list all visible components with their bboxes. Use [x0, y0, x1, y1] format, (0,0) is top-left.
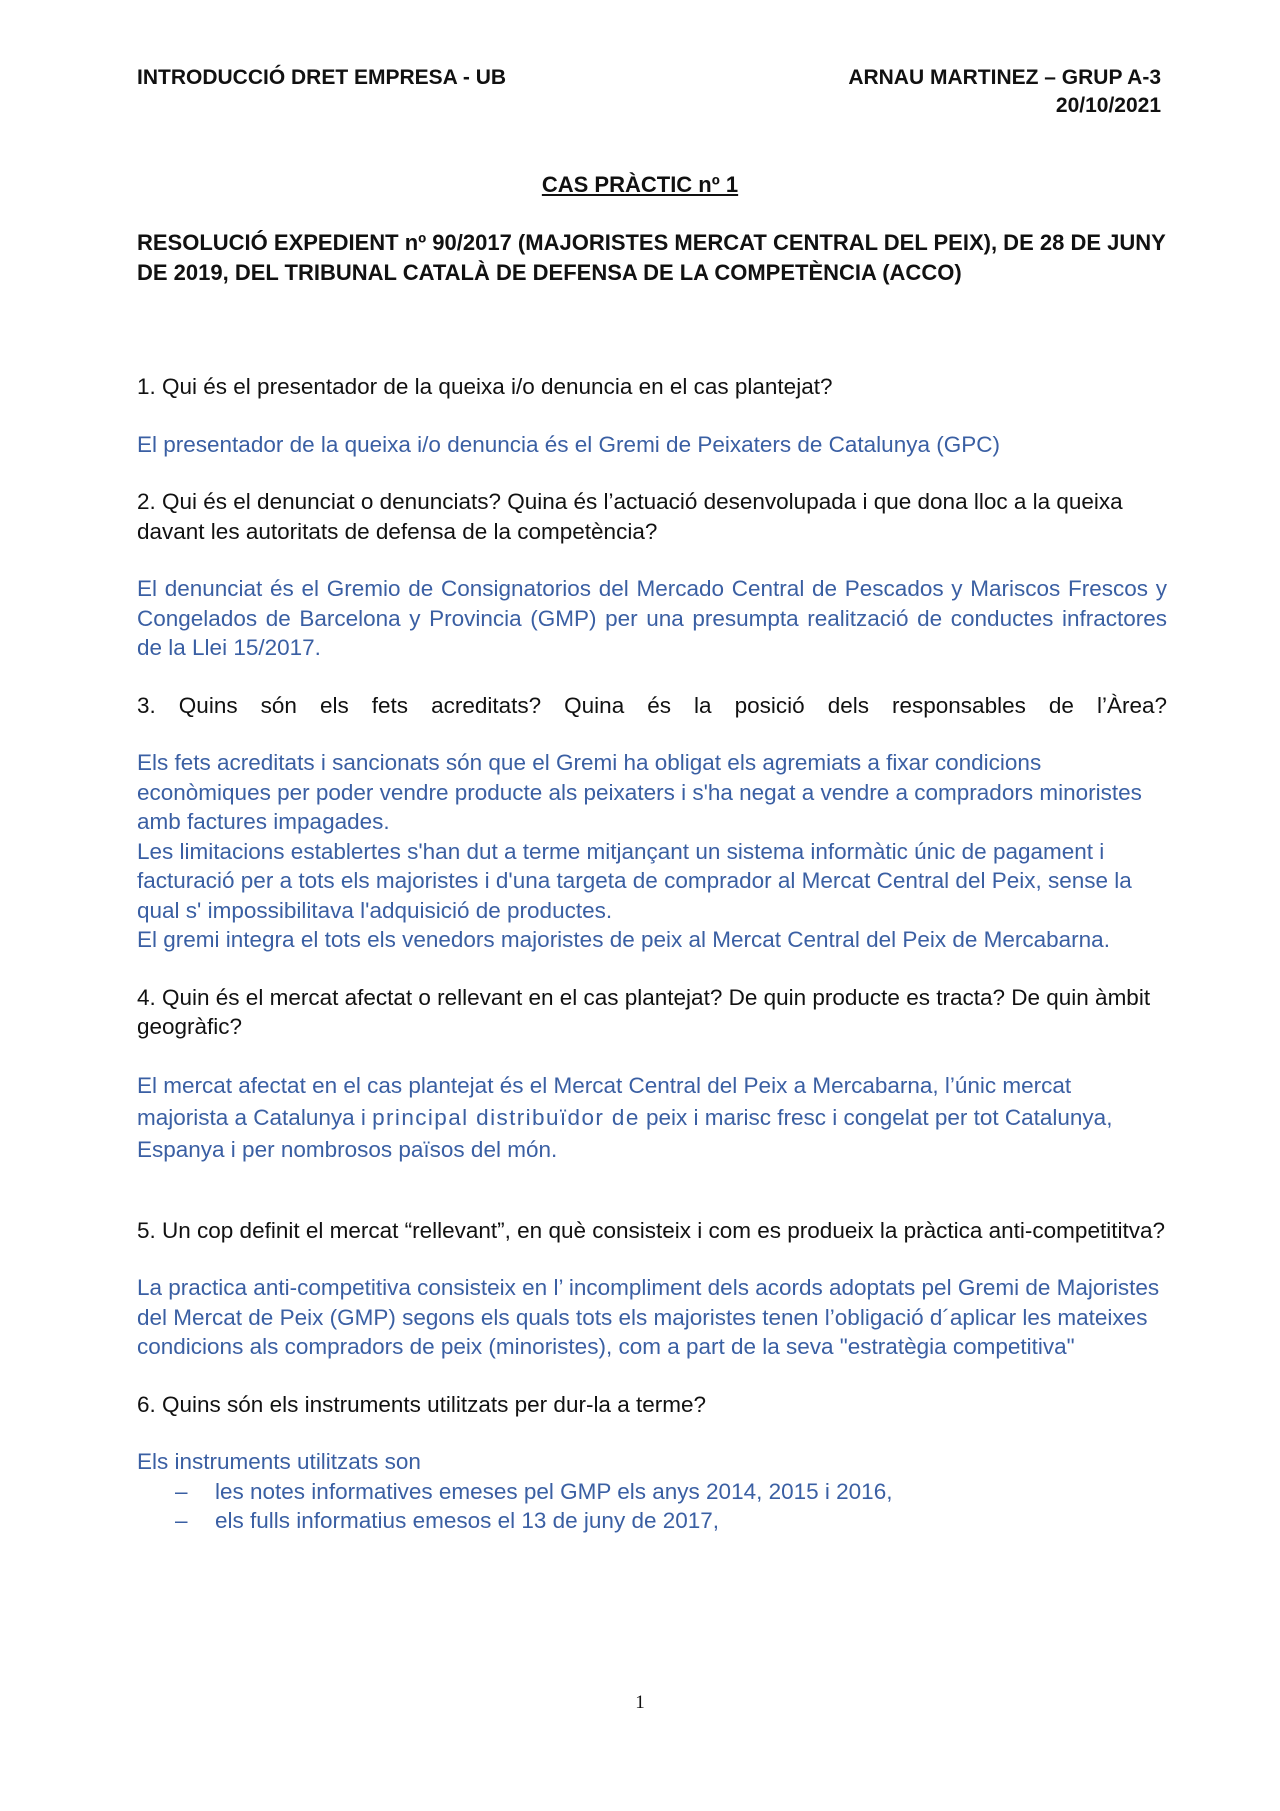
- instruments-list: [137, 1477, 1167, 1536]
- answer-4-text: [137, 1070, 1167, 1166]
- answer-6: [137, 1447, 1167, 1536]
- page-title: CAS PRÀCTIC nº 1: [541, 172, 739, 197]
- header-author: ARNAU MARTINEZ – GRUP A-3: [848, 66, 1161, 89]
- question-2: 2. Qui és el denunciat o denunciats? Quina és l’actuació desenvolupada i que dona lloc a la queixa davant les autoritats de defensa de la competència?: [137, 489, 1123, 544]
- answer-5: [137, 1273, 1167, 1362]
- question-5: 5. Un cop definit el mercat “rellevant”, en què consisteix i com es produeix la pràctica anti-competititva?: [137, 1217, 1165, 1243]
- answer-4-part-1: El mercat afectat en el cas plantejat és el Mercat Central del Peix a Mercabarna, l’únic mercat majorista a Catalunya i: [137, 1072, 1072, 1130]
- questions-body: [137, 372, 1167, 1564]
- question-1: 1. Qui és el presentador de la queixa i/o denuncia en el cas plantejat?: [137, 374, 833, 399]
- answer-5-text: La practica anti-competitiva consisteix en l’ incompliment dels acords adoptats pel Gremi de Majoristes del Mercat de Peix (GMP) segons els quals tots els majoristes tenen l’obligació d´aplicar les mateixes condicions als compradors de peix (minoristes), com a part de la seva "estratègia competitiva": [137, 1275, 1160, 1359]
- answer-3-paragraph-1: Els fets acreditats i sancionats són que el Gremi ha obligat els agremiats a fixar condicions econòmiques per poder vendre producte als peixaters i s'ha negat a vendre a compradors minoristes amb factures impagades.: [137, 750, 1142, 834]
- list-item: [137, 1477, 1167, 1507]
- answer-2: [137, 574, 1167, 663]
- answer-1-text: El presentador de la queixa i/o denuncia és el Gremi de Peixaters de Catalunya (GPC): [137, 431, 1000, 457]
- question-4: 4. Quin és el mercat afectat o rellevant en el cas plantejat? De quin producte es tracta? De quin àmbit geogràfic?: [137, 984, 1151, 1039]
- dash-bullet: –: [175, 1478, 188, 1504]
- answer-4: [137, 1070, 1167, 1166]
- header-author-block: [848, 64, 1161, 120]
- answer-3-paragraph-2: Les limitacions establertes s'han dut a terme mitjançant un sistema informàtic únic de pagament i facturació per a tots els majoristes i d'una targeta de comprador al Mercat Central del Peix, sense la qual s' impossibilitava l'adquisició de productes.: [137, 838, 1132, 923]
- answer-3-paragraph-3: El gremi integra el tots els venedors majoristes de peix al Mercat Central del Peix de Mercabarna.: [137, 927, 1110, 952]
- page-number: 1: [635, 1692, 645, 1713]
- dash-bullet: –: [175, 1508, 188, 1533]
- question-3: 3. Quins són els fets acreditats? Quina és la posició dels responsables de l’Àrea?: [137, 692, 1167, 718]
- list-item-text: els fulls informatius emesos el 13 de juny de 2017,: [215, 1508, 720, 1533]
- list-item: [137, 1506, 1167, 1536]
- page-subtitle: RESOLUCIÓ EXPEDIENT nº 90/2017 (MAJORISTES MERCAT CENTRAL DEL PEIX), DE 28 DE JUNY DE 2019, DEL TRIBUNAL CATALÀ DE DEFENSA DE LA COMPETÈNCIA (ACCO): [137, 230, 1166, 285]
- header-course: INTRODUCCIÓ DRET EMPRESA - UB: [137, 66, 507, 89]
- answer-2-text: El denunciat és el Gremio de Consignatorios del Mercado Central de Pescados y Mariscos Frescos y Congelados de Barcelona y Provincia (GMP) per una presumpta realització de conductes infractores de la Llei 15/2017.: [137, 576, 1167, 660]
- question-6: 6. Quins són els instruments utilitzats per dur-la a terme?: [137, 1391, 706, 1417]
- answer-3: [137, 748, 1167, 955]
- answer-1: [137, 430, 1167, 460]
- list-item-text: les notes informatives emeses pel GMP els anys 2014, 2015 i 2016,: [215, 1478, 893, 1504]
- answer-4-part-2: principal distribuïdor de: [372, 1104, 640, 1130]
- header-date: 20/10/2021: [1055, 94, 1161, 117]
- answer-6-intro: Els instruments utilitzats son: [137, 1449, 421, 1474]
- answer-4-part-3: peix i marisc fresc i congelat per tot Catalunya, Espanya i per nombrosos països del món.: [137, 1104, 1113, 1162]
